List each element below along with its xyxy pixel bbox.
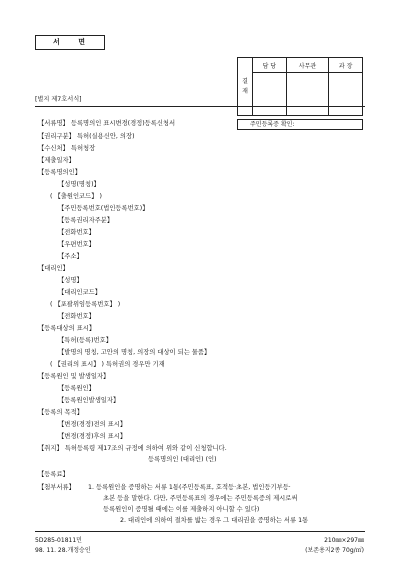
- holder-row: 【등록명의인】: [38, 169, 82, 176]
- approval-table: [237, 57, 363, 116]
- holder-state-label: 등록권리자주분: [64, 217, 107, 224]
- holder-address-row: 【주소】: [58, 253, 83, 260]
- recipient-value: 특허청장: [70, 145, 96, 152]
- cause-date-row: 【등록원인발생일자】: [58, 397, 120, 404]
- agent-name-label: 성명: [64, 277, 77, 284]
- intent-text: 특허등록령 제17조의 규정에 의하여 위와 같이 신청합니다.: [64, 445, 227, 452]
- attach-1a: 1. 등록원인을 증명하는 서류 1통(주민등록표, 호적등·초본, 법인등기부등·: [88, 484, 291, 491]
- title-value: 등록명의인 표시변경(경정)등록신청서: [70, 120, 176, 127]
- attach-1c: 등록원인이 증명될 때에는 이를 제출하지 아니할 수 있다): [103, 506, 260, 513]
- agent-joint-open: (: [50, 301, 53, 308]
- agent-joint-close: ): [117, 301, 121, 308]
- approval-sign-officer[interactable]: [286, 73, 329, 116]
- fee-label: 등록료: [44, 471, 63, 478]
- purpose-before-label: 변경(경정)전의 표시: [64, 421, 120, 428]
- holder-state-row: 【등록권리자주분】: [58, 217, 114, 224]
- agent-phone-label: 전화번호: [64, 313, 89, 320]
- submit-date-label: 제출일자: [44, 157, 69, 164]
- holder-zip-row: 【우편번호】: [58, 241, 95, 248]
- footer-approved: 98. 11. 28.개정승인: [35, 547, 91, 554]
- attach-label: 첨부서류: [44, 484, 69, 491]
- target-right-label: 권리의 표시: [60, 361, 94, 368]
- intent-label: 취지: [44, 445, 57, 452]
- holder-label: 등록명의인: [44, 169, 75, 176]
- approval-side-char-1: 결: [242, 77, 248, 85]
- holder-phone-row: 【전화번호】: [58, 229, 95, 236]
- holder-resident-row: 【주민등록번호(법인등록번호)】: [58, 205, 149, 212]
- approval-col-chief: 과 장: [329, 58, 363, 73]
- submit-date-row: 【제출일자】: [38, 157, 75, 164]
- agent-row: 【대리인】: [38, 265, 69, 272]
- cause-reason-label: 등록원인: [64, 385, 89, 392]
- target-invention-label: 발명의 명칭, 고안의 명칭, 의장의 대상이 되는 물품: [64, 349, 204, 356]
- agent-joint-label: 포괄위임등록번호: [60, 301, 110, 308]
- resident-check-label: 주민등록증 확인:: [250, 121, 295, 128]
- target-right-note: ) 특허권의 경우만 기재: [101, 361, 165, 368]
- holder-address-label: 주소: [64, 253, 77, 260]
- target-label: 등록대상의 표시: [44, 325, 89, 332]
- agent-code-label: 대리인코드: [64, 289, 95, 296]
- holder-zip-label: 우편번호: [64, 241, 89, 248]
- holder-code-label: 출원인코드: [60, 193, 92, 200]
- intent-sign: 등록명의인 (대리인) (인): [148, 456, 217, 463]
- purpose-row: 【등록의 목적】: [38, 409, 84, 416]
- document-type-label: 서 면: [53, 38, 93, 46]
- agent-label: 대리인: [44, 265, 63, 272]
- attach-1b: 초본 등을 말한다. 다만, 주민등록표의 경우에는 주민등록증의 제시로써: [103, 495, 298, 502]
- holder-name-label: 성명(명칭): [64, 181, 94, 188]
- purpose-after-label: 변경(경정)후의 표시: [64, 433, 120, 440]
- approval-col-officer: 사무관: [286, 58, 329, 73]
- approval-sign-chief[interactable]: [329, 73, 363, 116]
- right-class-label: 권리구분: [44, 133, 69, 140]
- target-row: 【등록대상의 표시】: [38, 325, 96, 332]
- recipient-label: 수신처: [44, 145, 63, 152]
- target-patent-label: 특허(등록)번호: [64, 337, 106, 344]
- approval-side-char-2: 재: [242, 87, 248, 95]
- footer-size: 210㎜×297㎜: [324, 537, 364, 544]
- title-label: 서류명: [44, 120, 63, 127]
- target-right-open: (: [50, 361, 53, 368]
- agent-phone-row: 【전화번호】: [58, 313, 95, 320]
- purpose-before-row: 【변경(경정)전의 표시】: [58, 421, 127, 428]
- title-row: 【서류명】 등록명의인 표시변경(경정)등록신청서: [38, 120, 176, 127]
- form-number: [별지 제7호서식]: [35, 96, 82, 103]
- holder-code-close: ): [99, 193, 102, 200]
- target-invention-row: 【발명의 명칭, 고안의 명칭, 의장의 대상이 되는 물품】: [58, 349, 211, 356]
- footer-code: 5D285-01811민: [35, 537, 82, 544]
- holder-name-row: 【성명(명칭)】: [58, 181, 100, 188]
- resident-check-box: [237, 119, 363, 130]
- approval-sign-staff[interactable]: [253, 73, 287, 116]
- footer-paper: (보존용지2종 70g/㎡): [305, 547, 364, 554]
- right-class-row: 【권리구분】 특허(실용신안, 의장): [38, 133, 135, 140]
- agent-joint-row: ( 【포괄위임등록번호】 ): [50, 301, 121, 308]
- cause-label: 등록원인 및 발생일자: [44, 373, 104, 380]
- right-class-value: 특허(실용신안, 의장): [76, 133, 135, 140]
- document-type-box: [35, 35, 105, 50]
- attach-2: 2. 대리인에 의하여 절차를 밟는 경우 그 대리권을 증명하는 서류 1통: [120, 517, 309, 524]
- target-right-row: ( 【권리의 표시】 ) 특허권의 경우만 기재: [50, 361, 165, 368]
- holder-code-row: ( 【출원인코드】 ): [50, 193, 102, 200]
- holder-code-open: (: [50, 193, 53, 200]
- cause-reason-row: 【등록원인】: [58, 385, 95, 392]
- holder-phone-label: 전화번호: [64, 229, 89, 236]
- top-divider: [35, 106, 365, 107]
- intent-row: 【취지】 특허등록령 제17조의 규정에 의하여 위와 같이 신청합니다.: [38, 445, 227, 452]
- purpose-label: 등록의 목적: [44, 409, 77, 416]
- bottom-divider: [35, 531, 365, 532]
- fee-row: 【등록료】: [38, 471, 69, 478]
- recipient-row: 【수신처】 특허청장: [38, 145, 96, 152]
- agent-name-row: 【성명】: [58, 277, 83, 284]
- approval-col-staff: 담 당: [253, 58, 287, 73]
- target-patent-row: 【특허(등록)번호】: [58, 337, 113, 344]
- agent-code-row: 【대리인코드】: [58, 289, 102, 296]
- cause-date-label: 등록원인발생일자: [64, 397, 113, 404]
- purpose-after-row: 【변경(경정)후의 표시】: [58, 433, 127, 440]
- attach-row: 【첨부서류】: [38, 484, 75, 491]
- holder-resident-label: 주민등록번호(법인등록번호): [64, 205, 143, 212]
- cause-row: 【등록원인 및 발생일자】: [38, 373, 110, 380]
